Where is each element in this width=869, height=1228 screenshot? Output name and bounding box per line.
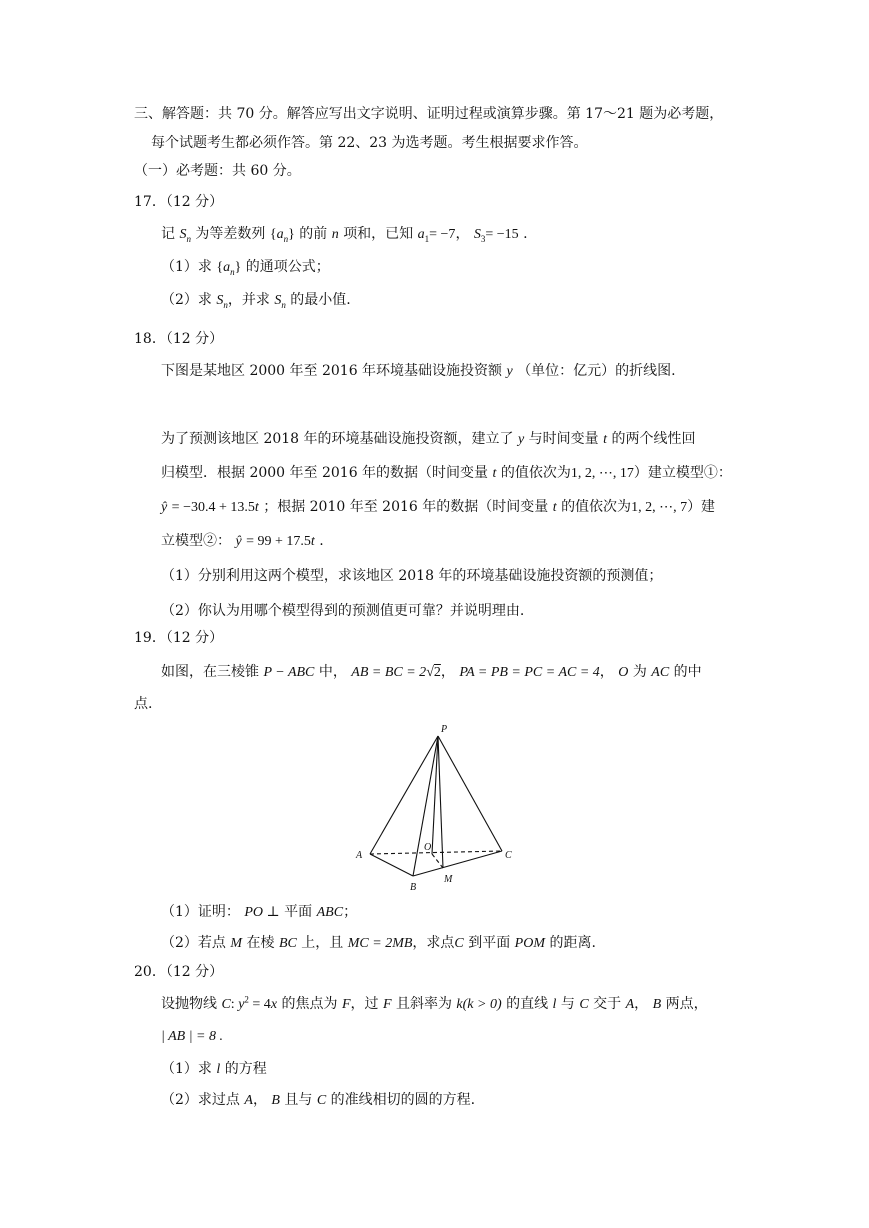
edge-pc: [438, 736, 502, 851]
q18-line1: [161, 429, 695, 450]
q17-sn-symbol: $S_n$: [216, 293, 228, 310]
q18-text: ；根据 2010 年至 2016 年的数据（时间变量: [263, 499, 549, 515]
q19-abc-symbol: ABC: [316, 905, 344, 920]
edge-bc: [413, 851, 502, 876]
q17-number: 17．（12 分）: [134, 194, 224, 210]
q18-sequence: 1, 2, ⋯, 17: [570, 466, 634, 481]
q20-k-cond: k(k > 0): [456, 997, 502, 1012]
q20-text: ，过: [350, 996, 379, 1012]
q19-line1: 如图，在三棱锥 P − ABC 中， AB = BC = 2√2， PA = PB = PC = AC = 4， O 为 AC 的中: [161, 664, 702, 680]
q19-text: 平面: [284, 904, 313, 920]
q18-text: ）建: [687, 499, 716, 515]
q18-line3: ŷ = −30.4 + 13.5t ；根据 2010 年至 2016 年的数据（时间变量 t 的值依次为1, 2, ⋯, 7）建: [161, 499, 716, 515]
q17-s3-symbol: $S_3$: [473, 227, 486, 244]
q20-text: 与: [560, 996, 575, 1012]
edge-ac: [370, 851, 502, 854]
q18-text: 立模型②：: [161, 533, 231, 549]
q19-text: （2）若点: [161, 935, 226, 951]
q20-text: 的直线: [506, 996, 549, 1012]
edge-pm: [438, 736, 443, 868]
q20-text: 设抛物线: [161, 996, 217, 1012]
q18-line4: 立模型②： ŷ = 99 + 17.5t .: [161, 533, 324, 549]
q20-text: （1）求: [161, 1061, 212, 1077]
label-b: B: [410, 882, 417, 893]
q17-part2-text: 的最小值.: [290, 292, 351, 308]
pyramid-figure: [350, 718, 530, 898]
q19-c-symbol: C: [454, 936, 464, 951]
q19-text: 在棱: [246, 935, 275, 951]
q18-y-symbol: y: [506, 364, 513, 379]
label-c: C: [505, 850, 512, 861]
q18-text: 为了预测该地区 2018 年的环境基础设施投资额，建立了: [161, 431, 514, 447]
q18-line2: [161, 463, 732, 484]
q19-perp: PO ⊥: [244, 905, 280, 920]
q19-line2: 点.: [134, 696, 153, 712]
q20-text: 的方程: [224, 1061, 267, 1077]
q20-f-symbol: F: [382, 997, 392, 1012]
q18-y-symbol: y: [517, 432, 525, 447]
q17-a1-symbol: $a_1$: [417, 227, 430, 244]
q18-model2: = 99 + 17.5: [246, 534, 311, 549]
q20-line1: 设抛物线 C: $y^2 = 4x$ 的焦点为 F，过 F 且斜率为 k(k > 0) 的直线 l 与 C 交于 A， B 两点，: [161, 994, 708, 1012]
required-part-heading: （一）必考题：共 60 分。: [134, 163, 301, 179]
q20-parabola: C: $y^2 = 4x$: [221, 994, 278, 1012]
q19-pom-symbol: POM: [514, 936, 545, 951]
q20-l-symbol: l: [552, 997, 557, 1012]
q18-t-symbol: t: [492, 466, 497, 481]
q18-part1: （1）分别利用这两个模型，求该地区 2018 年的环境基础设施投资额的预测值；: [161, 568, 663, 584]
q20-part2: （2）求过点 A， B 且与 C 的准线相切的圆的方程.: [161, 1092, 476, 1108]
q18-intro: [161, 361, 676, 382]
q17-text: 记: [161, 226, 175, 242]
q19-text: 为: [632, 664, 647, 680]
q19-bc-symbol: BC: [278, 936, 297, 951]
q19-text: 的中: [673, 664, 702, 680]
q17-text: 为等差数列: [195, 226, 266, 242]
q17-text: 的前: [299, 226, 328, 242]
q17-an-set: $\{a_n\}$: [269, 227, 295, 244]
q19-m-symbol: M: [230, 936, 243, 951]
q19-text: 的距离.: [549, 935, 596, 951]
q18-sequence: 1, 2, ⋯, 7: [631, 500, 688, 515]
label-a: A: [356, 850, 363, 861]
label-p: P: [441, 724, 448, 735]
q20-c-symbol: C: [316, 1093, 327, 1108]
q19-eq2: PA = PB = PC = AC = 4: [459, 665, 600, 680]
q19-text: 到平面: [468, 935, 511, 951]
q17-part1: [161, 257, 330, 278]
q17-a1-value: = −7: [429, 227, 456, 242]
section-heading-line2: 每个试题考生都必须作答。第 22、23 为选考题。考生根据要求作答。: [151, 135, 588, 151]
q20-l-symbol: l: [216, 1062, 221, 1077]
q20-text: 且斜率为: [395, 996, 452, 1012]
q18-text: 的两个线性回: [611, 431, 696, 447]
q18-t-symbol: t: [552, 500, 557, 515]
q17-text: 项和，已知: [343, 226, 414, 242]
q18-text: 与时间变量: [528, 431, 599, 447]
q17-an-set: $\{a_n\}$: [216, 260, 242, 277]
q20-text: 两点，: [665, 996, 708, 1012]
q18-model1: = −30.4 + 13.5: [171, 500, 255, 515]
q18-yhat-symbol: ŷ: [235, 534, 242, 549]
q18-intro-text: 下图是某地区 2000 年至 2016 年环境基础设施投资额: [161, 363, 503, 379]
q17-n-symbol: n: [331, 227, 339, 242]
q20-b-symbol: B: [271, 1093, 280, 1108]
q20-line2: | AB | = 8 .: [161, 1029, 223, 1044]
q19-part1: （1）证明： PO ⊥ 平面 ABC；: [161, 904, 358, 920]
q17-part2: [161, 290, 351, 311]
q20-text: 交于: [593, 996, 622, 1012]
edge-ab: [370, 854, 413, 876]
q19-text: ，求点: [412, 935, 455, 951]
q20-a-symbol: A: [244, 1093, 253, 1108]
q19-part2: [161, 933, 596, 954]
q19-o-symbol: O: [618, 665, 629, 680]
q20-number: 20．（12 分）: [134, 964, 224, 980]
q18-t-symbol: t: [603, 432, 607, 447]
section-heading-line1: 三、解答题：共 70 分。解答应写出文字说明、证明过程或演算步骤。第 17～21 题为必考题，: [134, 106, 724, 122]
label-o: O: [424, 842, 432, 853]
q18-text: 归模型．根据 2000 年至 2016 年的数据（时间变量: [161, 465, 489, 481]
q20-b-symbol: B: [652, 997, 662, 1012]
q17-statement: 记 $S_n$ 为等差数列 $\{a_n\}$ 的前 n 项和，已知 $a_1= -7$， $S_3= -15$ .: [161, 226, 528, 244]
q20-c-symbol: C: [579, 997, 589, 1012]
q19-text: 中，: [318, 664, 347, 680]
q18-part2: （2）你认为用哪个模型得到的预测值更可靠？并说明理由.: [161, 603, 525, 619]
edge-om: [432, 854, 443, 868]
q17-part2-text: （2）求: [161, 292, 212, 308]
q17-part1-text: （1）求: [161, 259, 212, 275]
q18-text: ）建立模型①：: [633, 465, 732, 481]
label-m: M: [444, 874, 453, 885]
q17-part2-text: ，并求: [227, 292, 270, 308]
q19-mc-eq: MC = 2MB: [347, 936, 413, 951]
q18-text: 的值依次为: [561, 499, 632, 515]
q20-a-symbol: A: [625, 997, 635, 1012]
q19-number: 19．（12 分）: [134, 630, 224, 646]
q20-part1: [161, 1059, 267, 1080]
q20-text: 且与: [284, 1092, 313, 1108]
q20-text: （2）求过点: [161, 1092, 240, 1108]
q17-s3-value: = −15: [485, 227, 519, 242]
q20-text: 的焦点为: [281, 996, 338, 1012]
q18-text: 的值依次为: [500, 465, 571, 481]
q20-text: 的准线相切的圆的方程.: [330, 1092, 476, 1108]
q19-text: （1）证明：: [161, 904, 240, 920]
q18-yhat-symbol: ŷ: [161, 500, 168, 515]
q19-ac-symbol: AC: [651, 665, 670, 680]
q17-sn-symbol: $S_n$: [179, 227, 191, 244]
q19-pyramid-name: P − ABC: [263, 665, 315, 680]
q20-f-symbol: F: [341, 997, 351, 1012]
q19-text: 如图，在三棱锥: [161, 664, 259, 680]
q18-number: 18．（12 分）: [134, 331, 224, 347]
q17-part1-text: 的通项公式；: [245, 259, 330, 275]
q17-sn-symbol: $S_n$: [274, 293, 286, 310]
q18-intro-text: （单位：亿元）的折线图.: [517, 363, 676, 379]
q19-eq1: AB = BC = 2√2: [351, 665, 441, 680]
q19-text: 上，且: [301, 935, 344, 951]
